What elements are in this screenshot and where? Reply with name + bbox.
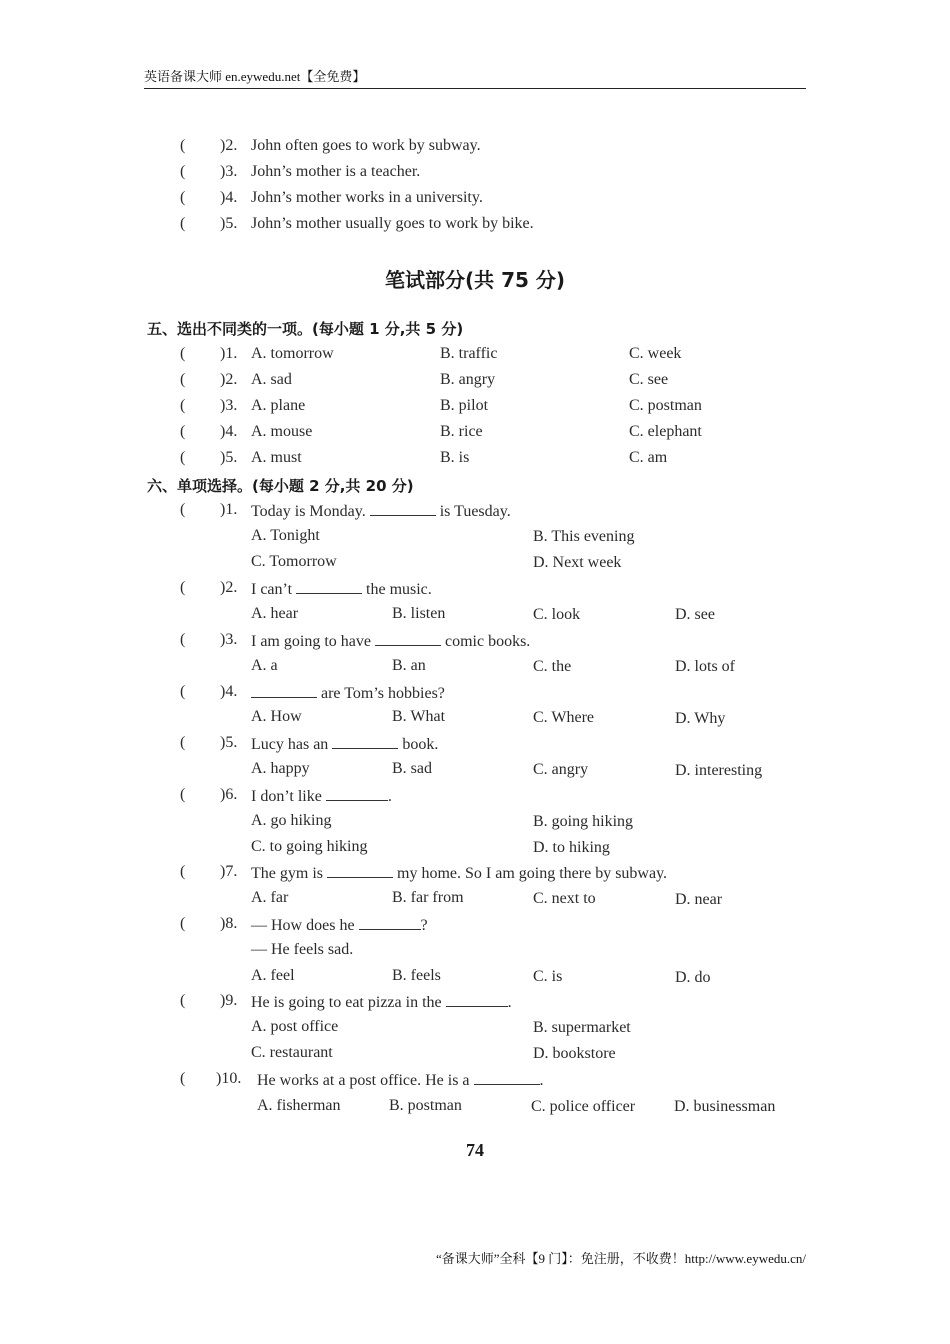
stem-pre: I don’t like [251, 788, 322, 805]
question-number: )8. [220, 915, 238, 932]
item-number: )2. [220, 371, 238, 388]
option-c: C. postman [629, 397, 702, 414]
answer-blank [474, 1070, 540, 1085]
stem-pre: — How does he [251, 917, 355, 934]
option-b: B. postman [389, 1097, 462, 1114]
question-stem [251, 579, 432, 599]
question-number: )2. [220, 579, 238, 596]
answer-paren: ( [180, 915, 186, 932]
stem-pre: The gym is [251, 865, 323, 882]
question-number: )1. [220, 501, 238, 518]
section5-title: 五、选出不同类的一项。(每小题 1 分,共 5 分) [147, 320, 464, 338]
question-number: )5. [220, 734, 238, 751]
option-d: D. bookstore [533, 1045, 616, 1062]
answer-paren: ( [180, 397, 186, 414]
option-b: B. This evening [533, 528, 635, 545]
answer-blank [327, 863, 393, 878]
stem-pre: I can’t [251, 581, 293, 598]
answer-paren: ( [180, 163, 186, 180]
option-c: C. next to [533, 890, 596, 907]
question-number: )3. [220, 631, 238, 648]
stem-post: are Tom’s hobbies? [321, 685, 445, 702]
option-b: B. What [392, 708, 446, 725]
question-stem [251, 734, 438, 754]
option-a: A. sad [251, 371, 292, 388]
stem-post: is Tuesday. [439, 503, 511, 520]
stem-post: ? [420, 917, 428, 934]
item-text: John often goes to work by subway. [251, 137, 481, 154]
stem-pre: I am going to have [251, 633, 371, 650]
option-d: D. businessman [674, 1098, 776, 1115]
item-number: )5. [220, 215, 238, 232]
option-c: C. week [629, 345, 682, 362]
stem-pre: He works at a post office. He is a [257, 1072, 470, 1089]
option-b: B. is [440, 449, 470, 466]
option-d: D. see [675, 606, 715, 623]
option-a: A. How [251, 708, 302, 725]
answer-paren: ( [180, 1070, 186, 1087]
answer-blank [326, 786, 388, 801]
option-a: A. fisherman [257, 1097, 341, 1114]
item-number: )5. [220, 449, 238, 466]
answer-paren: ( [180, 786, 186, 803]
stem-pre: Today is Monday. [251, 503, 366, 520]
stem-post: . [539, 1072, 544, 1089]
option-b: B. feels [392, 967, 441, 984]
answer-paren: ( [180, 371, 186, 388]
stem-post: book. [402, 736, 439, 753]
answer-paren: ( [180, 992, 186, 1009]
option-c: C. is [533, 968, 563, 985]
question-number: )7. [220, 863, 238, 880]
answer-paren: ( [180, 683, 186, 700]
question-stem [251, 786, 392, 806]
option-c: C. restaurant [251, 1044, 333, 1061]
option-b: B. traffic [440, 345, 498, 362]
answer-blank [359, 915, 421, 930]
option-d: D. do [675, 969, 711, 986]
option-a: A. Tonight [251, 527, 320, 544]
answer-blank [332, 734, 398, 749]
stem-pre: He is going to eat pizza in the [251, 994, 442, 1011]
answer-blank [370, 501, 436, 516]
answer-paren: ( [180, 734, 186, 751]
part-title: 笔试部分(共 75 分) [384, 268, 566, 292]
dialogue-line: — He feels sad. [251, 941, 354, 958]
option-b: B. angry [440, 371, 496, 388]
stem-pre: Lucy has an [251, 736, 329, 753]
option-a: A. happy [251, 760, 310, 777]
answer-paren: ( [180, 137, 186, 154]
option-c: C. angry [533, 761, 589, 778]
option-c: C. Tomorrow [251, 553, 337, 570]
item-number: )1. [220, 345, 238, 362]
page-footer: “备课大师”全科【9 门】：免注册，不收费！http://www.eywedu.cn/ [436, 1251, 806, 1266]
page-number: 74 [466, 1140, 484, 1160]
item-text: John’s mother is a teacher. [251, 163, 421, 180]
question-number: )4. [220, 683, 238, 700]
option-c: C. see [629, 371, 669, 388]
stem-post: . [387, 788, 392, 805]
answer-blank [446, 992, 508, 1007]
question-stem [251, 683, 445, 703]
stem-post: my home. So I am going there by subway. [397, 865, 668, 882]
option-b: B. listen [392, 605, 446, 622]
question-stem [251, 501, 511, 521]
option-c: C. police officer [531, 1098, 636, 1115]
option-b: B. far from [392, 889, 464, 906]
question-number: )9. [220, 992, 238, 1009]
option-a: A. a [251, 657, 278, 674]
item-number: )4. [220, 423, 238, 440]
option-c: C. elephant [629, 423, 702, 440]
question-stem [251, 915, 428, 935]
question-stem [251, 992, 512, 1012]
question-stem [251, 631, 530, 651]
stem-post: the music. [366, 581, 432, 598]
question-number: )10. [216, 1070, 242, 1087]
option-b: B. rice [440, 423, 483, 440]
answer-paren: ( [180, 449, 186, 466]
answer-paren: ( [180, 863, 186, 880]
option-b: B. going hiking [533, 813, 634, 830]
option-d: D. lots of [675, 658, 735, 675]
option-b: B. supermarket [533, 1019, 631, 1036]
option-a: A. far [251, 889, 289, 906]
option-d: D. to hiking [533, 839, 610, 856]
question-stem [257, 1070, 544, 1090]
answer-blank [375, 631, 441, 646]
option-d: D. Next week [533, 554, 622, 571]
item-number: )4. [220, 189, 238, 206]
option-a: A. go hiking [251, 812, 332, 829]
section6-title: 六、单项选择。(每小题 2 分,共 20 分) [147, 477, 414, 495]
answer-blank [296, 579, 362, 594]
option-b: B. pilot [440, 397, 489, 414]
item-number: )3. [220, 163, 238, 180]
option-d: D. interesting [675, 762, 763, 779]
stem-post: . [507, 994, 512, 1011]
option-d: D. near [675, 891, 723, 908]
answer-paren: ( [180, 189, 186, 206]
item-number: )3. [220, 397, 238, 414]
item-text: John’s mother works in a university. [251, 189, 483, 206]
option-a: A. tomorrow [251, 345, 334, 362]
option-a: A. feel [251, 967, 295, 984]
option-c: C. am [629, 449, 668, 466]
option-c: C. Where [533, 709, 595, 726]
answer-paren: ( [180, 501, 186, 518]
answer-paren: ( [180, 423, 186, 440]
option-b: B. sad [392, 760, 432, 777]
stem-post: comic books. [444, 633, 531, 650]
option-b: B. an [392, 657, 426, 674]
option-a: A. mouse [251, 423, 313, 440]
option-c: C. to going hiking [251, 838, 368, 855]
option-c: C. look [533, 606, 581, 623]
item-number: )2. [220, 137, 238, 154]
answer-paren: ( [180, 345, 186, 362]
answer-paren: ( [180, 631, 186, 648]
item-text: John’s mother usually goes to work by bike. [251, 215, 534, 232]
question-number: )6. [220, 786, 238, 803]
option-d: D. Why [675, 710, 726, 727]
option-a: A. post office [251, 1018, 339, 1035]
answer-blank [251, 683, 317, 698]
option-a: A. must [251, 449, 302, 466]
answer-paren: ( [180, 215, 186, 232]
answer-paren: ( [180, 579, 186, 596]
page-header: 英语备课大师 en.eywedu.net【全免费】 [144, 66, 806, 89]
option-c: C. the [533, 658, 572, 675]
question-stem [251, 863, 667, 883]
option-a: A. hear [251, 605, 299, 622]
option-a: A. plane [251, 397, 306, 414]
